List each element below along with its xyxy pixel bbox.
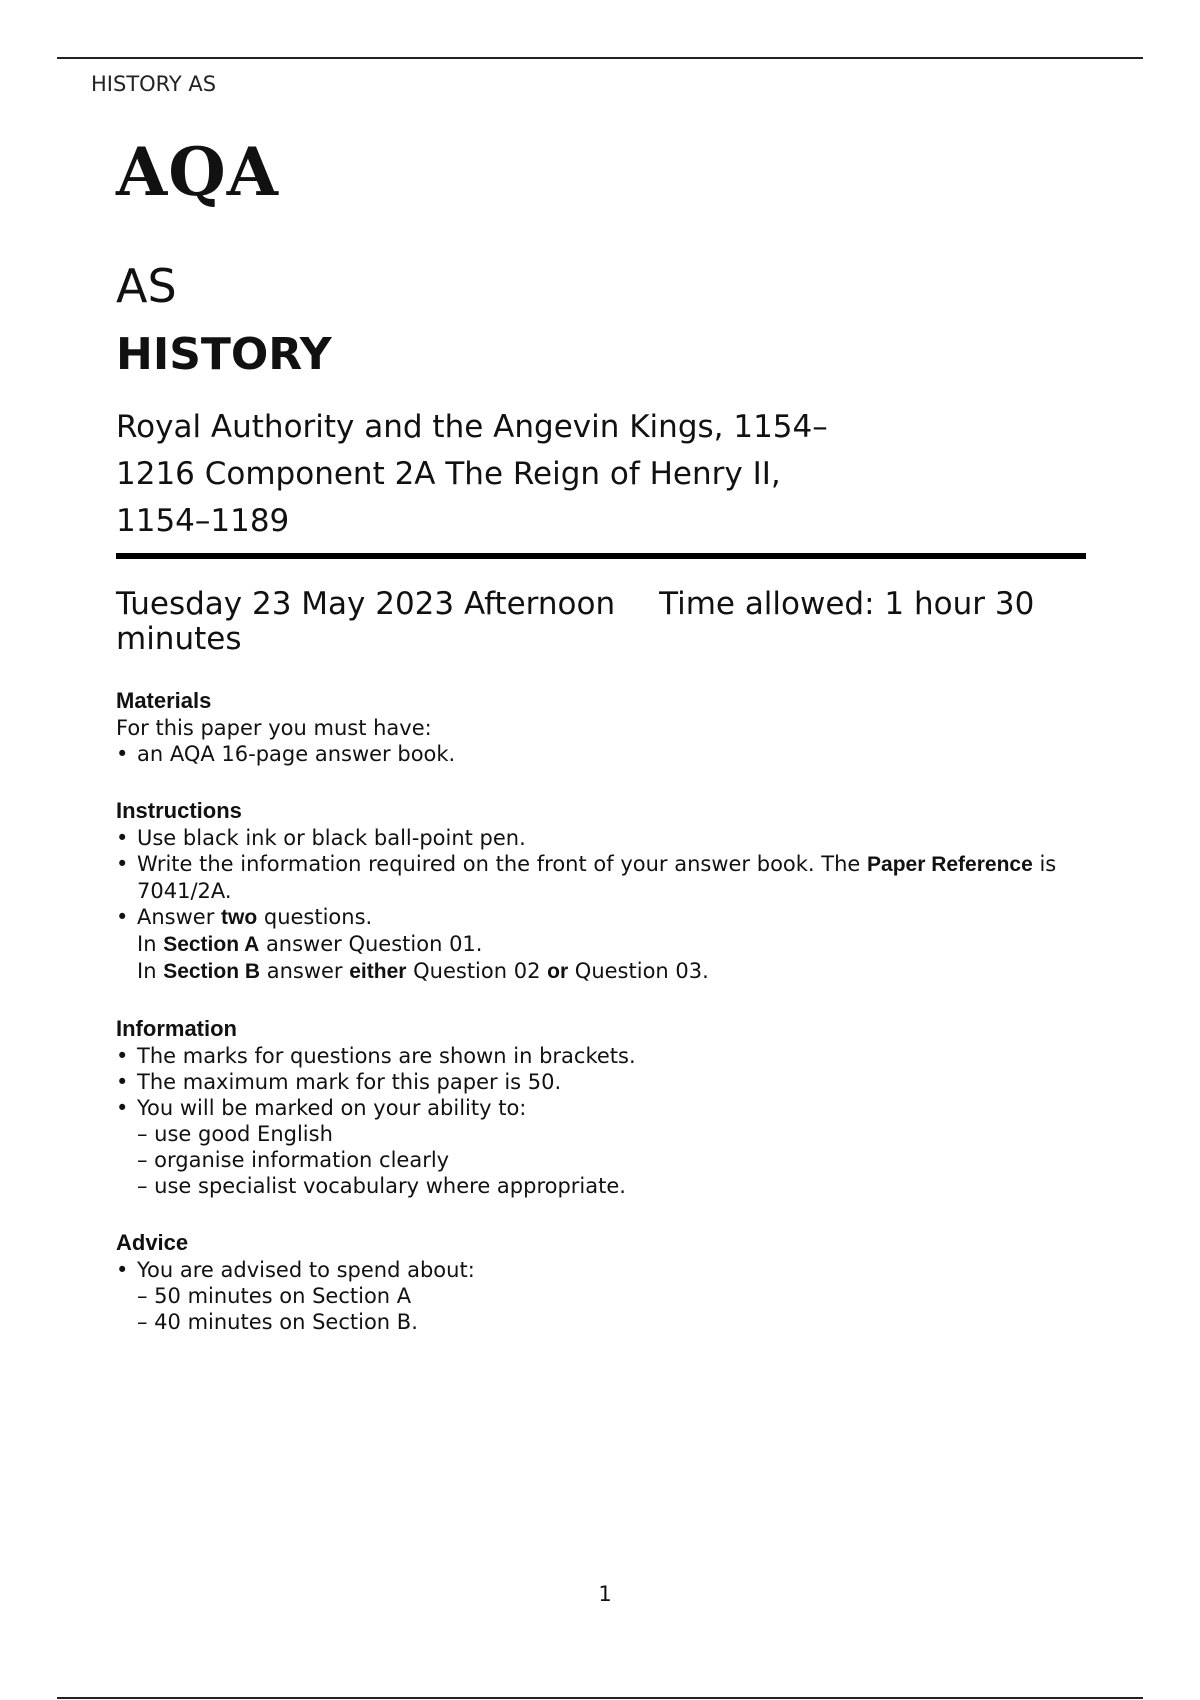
exam-date-line (116, 587, 1086, 657)
instructions-item-pen: • Use black ink or black ball-point pen. (116, 825, 1086, 851)
information-item: • The maximum mark for this paper is 50. (116, 1069, 1086, 1095)
instruction-text: answer Question 01. (259, 932, 483, 956)
cover-content (116, 120, 1086, 1335)
information-heading: Information (116, 1016, 237, 1041)
instruction-text: Answer (137, 905, 222, 929)
instruction-text: Write the information required on the front of your answer book. The (137, 852, 868, 876)
instructions-item-answer (116, 904, 1086, 985)
paper-title: Royal Authority and the Angevin Kings, 1154–1216 Component 2A The Reign of Henry II, 1154–1189 (116, 409, 828, 539)
page-number: 1 (598, 1582, 612, 1606)
materials-item: • an AQA 16-page answer book. (116, 741, 1086, 767)
bottom-rule (57, 1697, 1143, 1699)
advice-item: • You are advised to spend about: (116, 1257, 1086, 1283)
exam-date: Tuesday 23 May 2023 Afternoon (116, 586, 616, 622)
information-subitem: – use good English (137, 1122, 333, 1146)
top-rule (57, 57, 1143, 59)
advice-subitem: – 50 minutes on Section A (137, 1284, 412, 1308)
instruction-text: Question 03. (568, 959, 709, 983)
instruction-bold: Section B (163, 960, 261, 983)
title-divider (116, 553, 1086, 559)
materials-section (116, 687, 1086, 767)
instruction-text: In (137, 959, 164, 983)
instructions-heading: Instructions (116, 798, 242, 823)
subject-title: HISTORY (116, 329, 332, 380)
instruction-bold: Section A (163, 933, 260, 956)
instruction-text: questions. (257, 905, 373, 929)
time-allowed: Time allowed: 1 hour 30 minutes (116, 586, 1035, 657)
instruction-text: Question 02 (406, 959, 548, 983)
instruction-text: In (137, 932, 164, 956)
information-subitem: – use specialist vocabulary where appropriate. (137, 1174, 626, 1198)
advice-heading: Advice (116, 1230, 189, 1255)
advice-subitem: – 40 minutes on Section B. (137, 1310, 418, 1334)
running-header: HISTORY AS (91, 72, 217, 96)
instruction-bold: or (547, 960, 569, 983)
information-item: • You will be marked on your ability to: (116, 1095, 1086, 1121)
instructions-section (116, 797, 1086, 985)
instruction-text: answer (260, 959, 350, 983)
materials-heading: Materials (116, 688, 212, 713)
materials-intro: For this paper you must have: (116, 716, 432, 740)
instruction-text: is 7041/2A. (137, 852, 1057, 903)
instruction-bold: Paper Reference (867, 853, 1033, 876)
instruction-bold: two (221, 906, 258, 929)
advice-section (116, 1229, 1086, 1335)
information-section (116, 1015, 1086, 1199)
qualification-level: AS (116, 259, 177, 313)
information-item: • The marks for questions are shown in brackets. (116, 1043, 1086, 1069)
instructions-item-reference (116, 851, 1086, 904)
aqa-logo: AQA (116, 133, 279, 211)
information-subitem: – organise information clearly (137, 1148, 450, 1172)
instruction-bold: either (349, 960, 407, 983)
